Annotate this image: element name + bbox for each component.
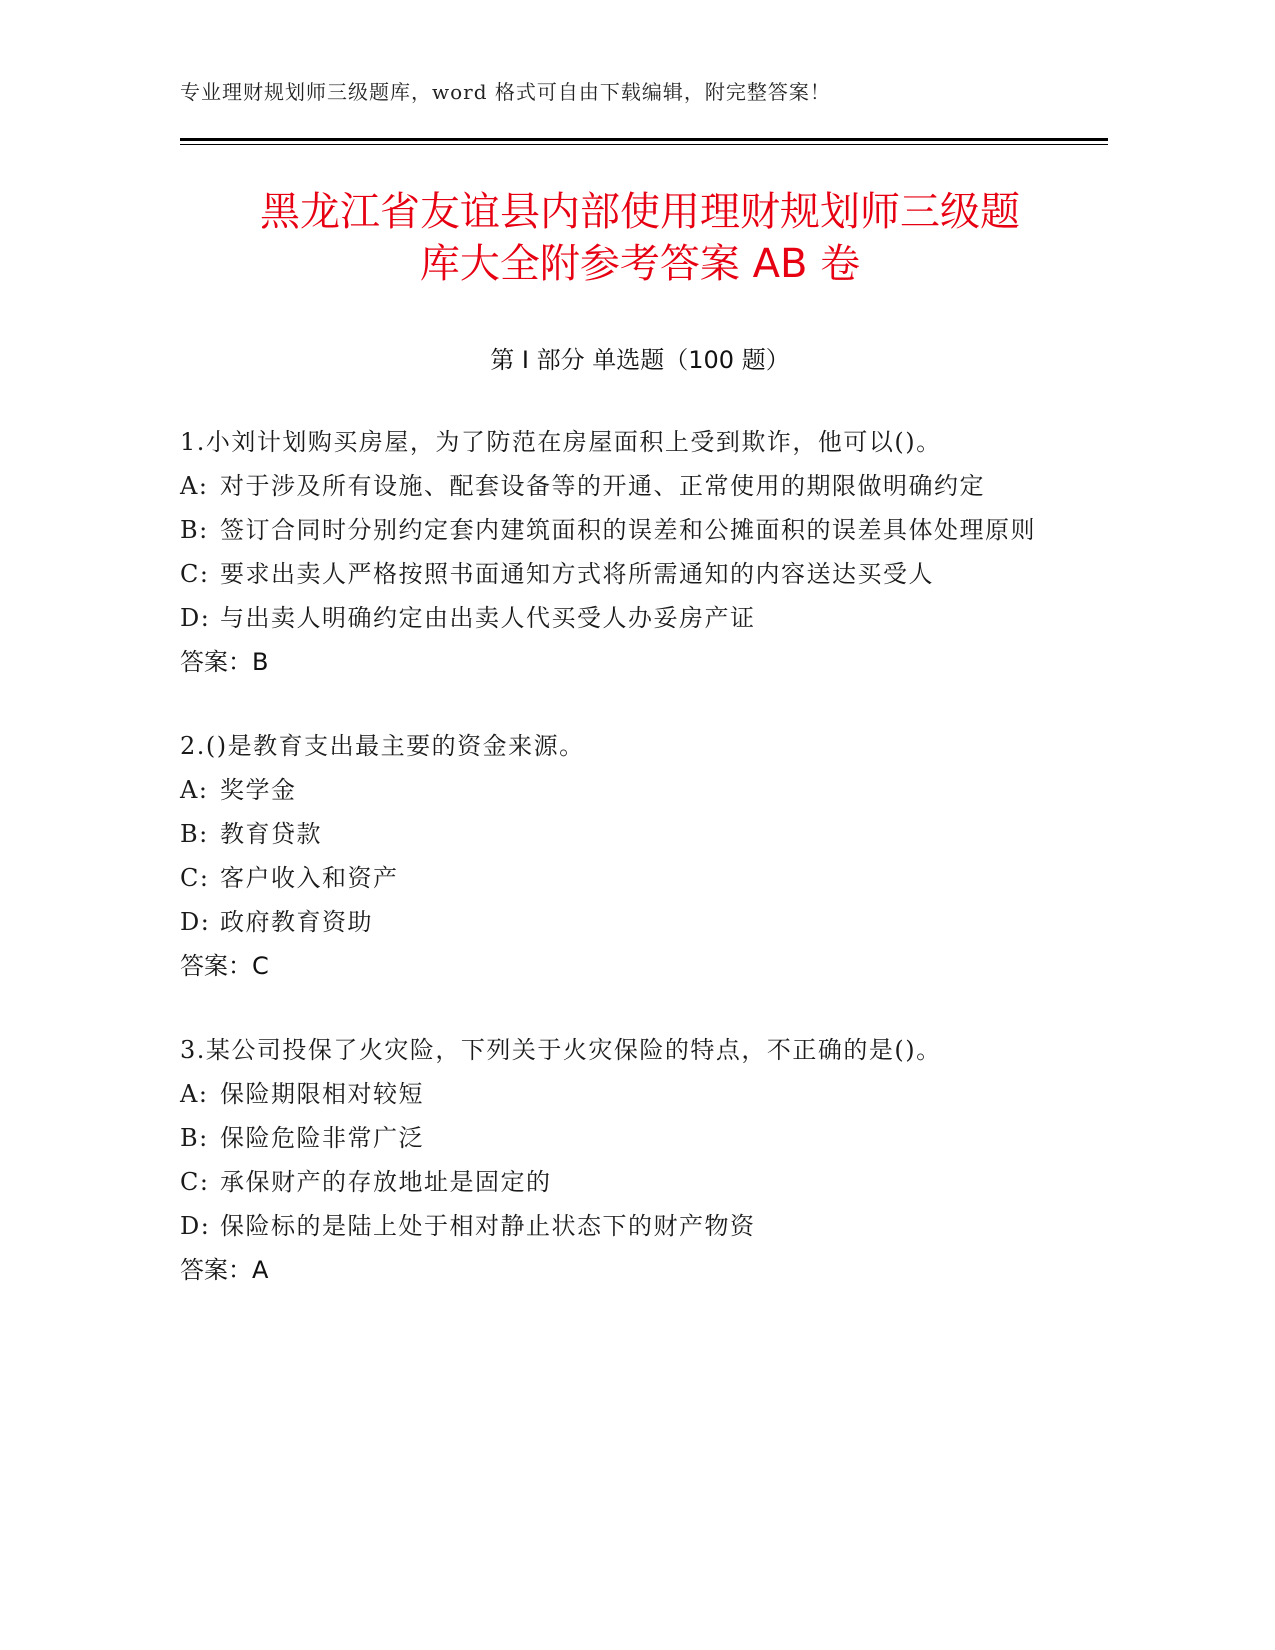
option-text: 奖学金 <box>220 776 297 804</box>
header-rule-thick <box>180 138 1108 141</box>
option-letter: B: <box>180 820 209 848</box>
option-letter: C: <box>180 560 210 588</box>
option-d <box>180 596 1040 640</box>
option-text: 政府教育资助 <box>220 908 373 936</box>
option-b <box>180 1116 1040 1160</box>
option-text: 客户收入和资产 <box>220 864 399 892</box>
answer: 答案：A <box>180 1256 269 1284</box>
option-letter: B: <box>180 1124 209 1152</box>
option-b <box>180 812 1040 856</box>
option-letter: A: <box>180 776 209 804</box>
option-text: 保险期限相对较短 <box>220 1080 424 1108</box>
option-text: 承保财产的存放地址是固定的 <box>220 1168 552 1196</box>
document-title <box>140 186 1140 290</box>
section-title: 第 I 部分 单选题（100 题） <box>490 346 790 374</box>
option-text: 签订合同时分别约定套内建筑面积的误差和公摊面积的误差具体处理原则 <box>220 516 1036 544</box>
option-letter: A: <box>180 472 209 500</box>
option-text: 教育贷款 <box>220 820 322 848</box>
option-text: 保险危险非常广泛 <box>220 1124 424 1152</box>
option-a <box>180 1072 1040 1116</box>
option-a <box>180 464 1040 508</box>
answer: 答案：C <box>180 952 269 980</box>
question-stem: 1.小刘计划购买房屋，为了防范在房屋面积上受到欺诈，他可以()。 <box>180 428 942 456</box>
header-note: 专业理财规划师三级题库，word 格式可自由下载编辑，附完整答案！ <box>180 80 831 104</box>
option-text: 要求出卖人严格按照书面通知方式将所需通知的内容送达买受人 <box>220 560 934 588</box>
question-2 <box>180 724 1040 988</box>
option-b <box>180 508 1040 552</box>
header-rule-thin <box>180 144 1108 145</box>
question-stem: 3.某公司投保了火灾险，下列关于火灾保险的特点，不正确的是()。 <box>180 1036 942 1064</box>
question-list <box>180 420 1040 1332</box>
option-c <box>180 856 1040 900</box>
question-3 <box>180 1028 1040 1292</box>
option-letter: A: <box>180 1080 209 1108</box>
answer: 答案：B <box>180 648 269 676</box>
option-letter: C: <box>180 864 210 892</box>
option-a <box>180 768 1040 812</box>
option-letter: B: <box>180 516 209 544</box>
option-text: 对于涉及所有设施、配套设备等的开通、正常使用的期限做明确约定 <box>220 472 985 500</box>
option-c <box>180 1160 1040 1204</box>
option-letter: D: <box>180 908 211 936</box>
option-c <box>180 552 1040 596</box>
option-letter: D: <box>180 1212 211 1240</box>
option-text: 与出卖人明确约定由出卖人代买受人办妥房产证 <box>220 604 756 632</box>
question-stem: 2.()是教育支出最主要的资金来源。 <box>180 732 585 760</box>
option-letter: C: <box>180 1168 210 1196</box>
option-d <box>180 1204 1040 1248</box>
document-title-line-1: 黑龙江省友谊县内部使用理财规划师三级题 <box>260 189 1020 235</box>
question-1 <box>180 420 1040 684</box>
option-letter: D: <box>180 604 211 632</box>
option-text: 保险标的是陆上处于相对静止状态下的财产物资 <box>220 1212 756 1240</box>
document-title-line-2: 库大全附参考答案 AB 卷 <box>419 241 861 287</box>
option-d <box>180 900 1040 944</box>
